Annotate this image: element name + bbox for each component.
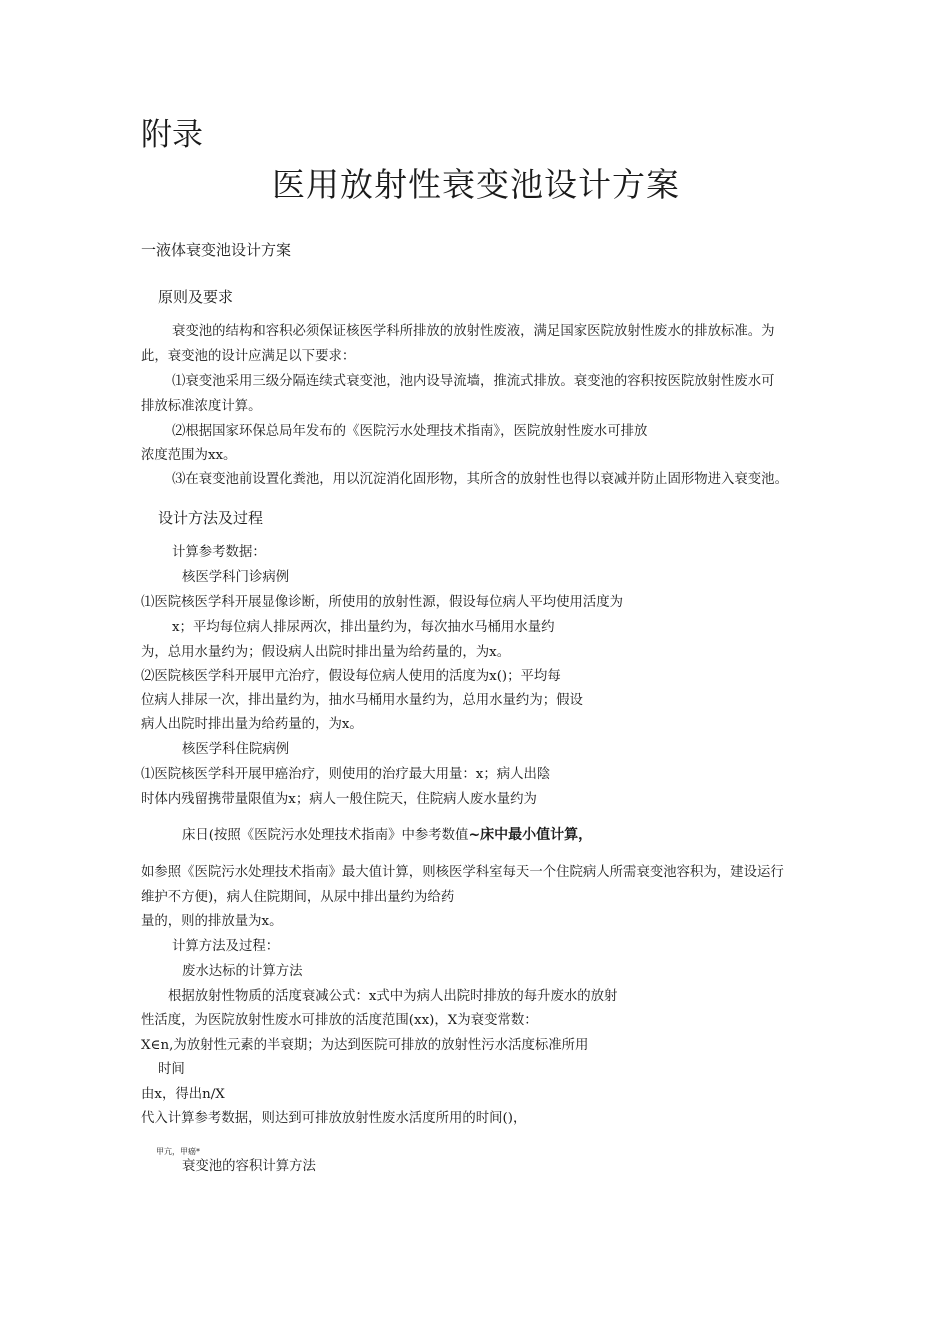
small-annotation: 甲亢，甲癌* [156, 1147, 200, 1156]
section-heading-liquid-decay-tank: 一液体衰变池设计方案 [141, 241, 292, 259]
paragraph-line: 根据放射性物质的活度衰减公式：x式中为病人出院时排放的每升废水的放射 [168, 989, 618, 1004]
text-fragment-bold: ~床中最小值计算， [468, 827, 593, 843]
wastewater-method-heading: 废水达标的计算方法 [182, 964, 303, 979]
calc-method-label: 计算方法及过程： [172, 939, 280, 954]
paragraph-line: 由x，得出n/X [141, 1087, 225, 1102]
outpatient-heading: 核医学科门诊病例 [182, 570, 290, 585]
paragraph-line: 性活度，为医院放射性废水可排放的活度范围(xx)，X为衰变常数： [141, 1013, 538, 1028]
paragraph-line: 维护不方便)，病人住院期间，从尿中排出量约为给药 [141, 890, 455, 905]
paragraph-line: 量的，则的排放量为x。 [141, 914, 283, 929]
subheading-principles: 原则及要求 [158, 288, 234, 306]
paragraph-line: 如参照《医院污水处理技术指南》最大值计算，则核医学科室每天一个住院病人所需衰变池容积为，建设运行 [141, 865, 784, 880]
text-fragment: 床日(按照《医院污水处理技术指南》中参考数值 [182, 828, 469, 843]
requirement-1: ⑴衰变池采用三级分隔连续式衰变池，池内设导流墙，推流式排放。衰变池的容积按医院放射性废水可 [172, 374, 775, 389]
document-title: 医用放射性衰变池设计方案 [272, 165, 680, 204]
requirement-2: ⑵根据国家环保总局年发布的《医院污水处理技术指南》，医院放射性废水可排放 [172, 424, 648, 439]
requirement-2-cont: 浓度范围为xx。 [141, 448, 237, 463]
paragraph-line: 位病人排尿一次，排出量约为，抽水马桶用水量约为，总用水量约为；假设 [141, 693, 583, 708]
reference-data-label: 计算参考数据： [172, 545, 266, 560]
requirement-1-cont: 排放标准浓度计算。 [141, 399, 262, 414]
paragraph-line: x；平均每位病人排尿两次，排出量约为，每次抽水马桶用水量约 [172, 620, 555, 635]
requirement-3: ⑶在衰变池前设置化粪池，用以沉淀消化固形物，其所含的放射性也得以衰减并防止固形物进入衰变池。 [172, 472, 788, 487]
volume-method-heading: 衰变池的容积计算方法 [182, 1159, 316, 1174]
paragraph-line: 衰变池的结构和容积必须保证核医学科所排放的放射性废液，满足国家医院放射性废水的排放标准。为 [172, 324, 775, 339]
paragraph-line: 时间 [158, 1062, 185, 1077]
inpatient-heading: 核医学科住院病例 [182, 742, 290, 757]
paragraph-line: 代入计算参考数据，则达到可排放放射性废水活度所用的时间()， [141, 1111, 527, 1126]
appendix-heading: 附录 [141, 117, 203, 153]
paragraph-line: 病人出院时排出量为给药量的，为x。 [141, 717, 363, 732]
paragraph-line: X∈n,为放射性元素的半衰期；为达到医院可排放的放射性污水活度标准所用 [141, 1038, 589, 1053]
paragraph-line: ⑵医院核医学科开展甲亢治疗，假设每位病人使用的活度为x()；平均每 [141, 669, 561, 684]
paragraph-line: 此，衰变池的设计应满足以下要求： [141, 349, 356, 364]
paragraph-line: 为，总用水量约为；假设病人出院时排出量为给药量的，为x。 [141, 645, 511, 660]
paragraph-line [182, 828, 592, 842]
paragraph-line: 时体内残留携带量限值为x；病人一般住院天，住院病人废水量约为 [141, 792, 537, 807]
subheading-design-method: 设计方法及过程 [158, 509, 264, 527]
paragraph-line: ⑴医院核医学科开展显像诊断，所使用的放射性源，假设每位病人平均使用活度为 [141, 595, 624, 610]
paragraph-line: ⑴医院核医学科开展甲癌治疗，则使用的治疗最大用量：x；病人出陰 [141, 767, 551, 782]
